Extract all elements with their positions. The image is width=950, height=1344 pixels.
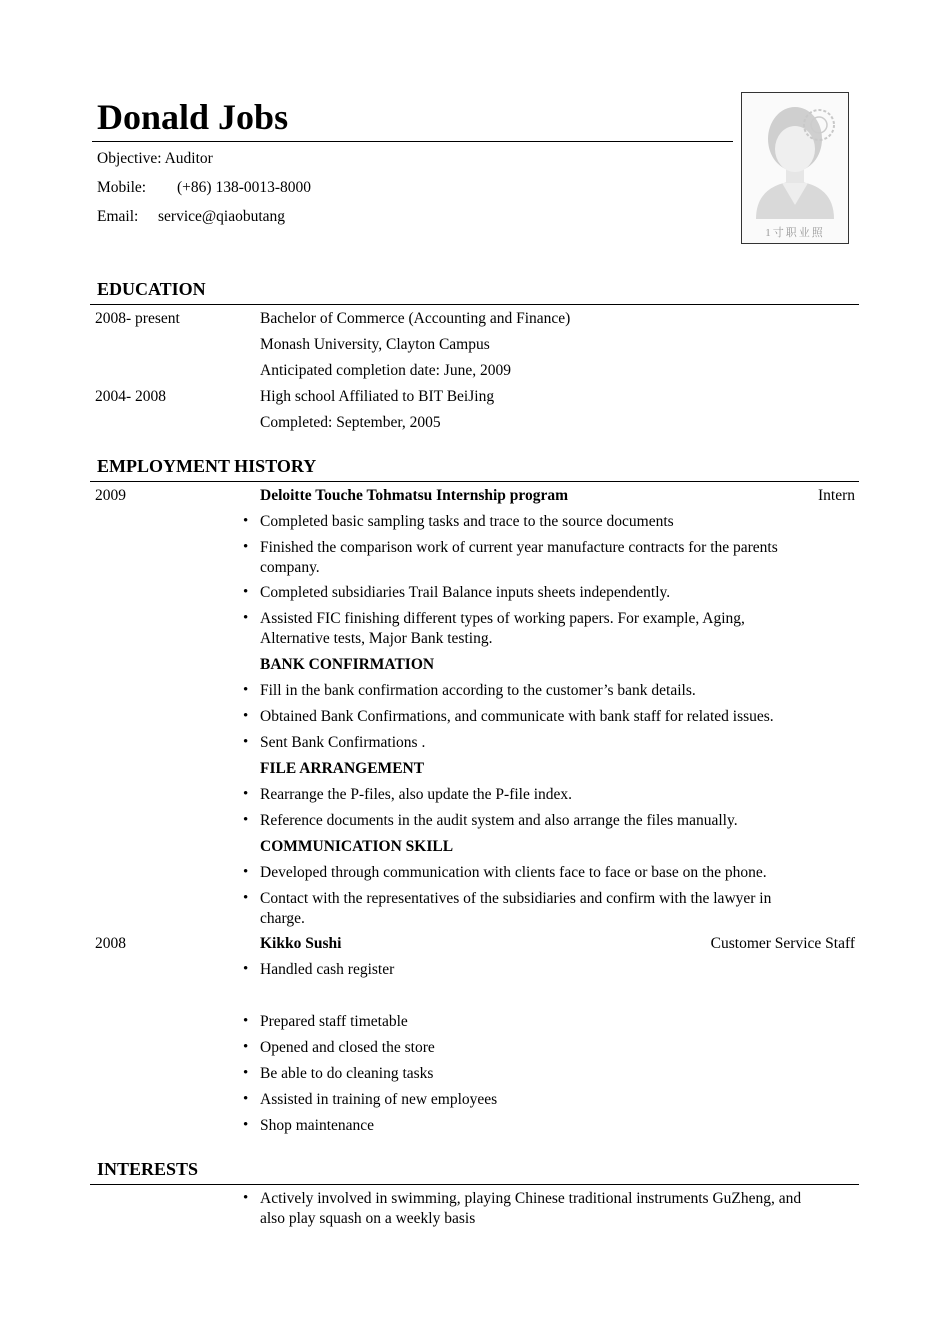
email-address: service@qiaobutang — [158, 208, 286, 225]
name-underline — [92, 141, 733, 142]
job-bullet: Be able to do cleaning tasks — [260, 1065, 434, 1082]
job-bullet: Assisted FIC finishing different types of working papers. For example, Aging, — [260, 610, 745, 627]
job-role: Intern — [817, 487, 855, 504]
bullet-icon: • — [243, 708, 249, 724]
education-rule — [90, 304, 859, 305]
bullet-icon: • — [243, 513, 249, 529]
bullet-icon: • — [243, 1190, 249, 1206]
subheading-communication: COMMUNICATION SKILL — [260, 838, 454, 855]
education-heading: EDUCATION — [97, 279, 206, 299]
subheading-bank: BANK CONFIRMATION — [260, 656, 435, 673]
job-bullet: Handled cash register — [260, 961, 395, 978]
job-bullet: Prepared staff timetable — [260, 1013, 408, 1030]
bullet-icon: • — [243, 864, 249, 880]
job-bullet: Shop maintenance — [260, 1117, 375, 1134]
education-date: 2008- present — [95, 310, 180, 327]
bullet-icon: • — [243, 734, 249, 750]
job-bullet: Completed basic sampling tasks and trace to the source documents — [260, 513, 674, 530]
job-bullet: Reference documents in the audit system and also arrange the files manually. — [260, 812, 738, 829]
bullet-icon: • — [243, 1117, 249, 1133]
job-bullet-continued: company. — [260, 559, 320, 576]
job-year: 2009 — [95, 487, 126, 504]
education-line: High school Affiliated to BIT BeiJing — [260, 388, 495, 405]
bullet-icon: • — [243, 890, 249, 906]
avatar-placeholder-icon — [742, 93, 848, 243]
job-role: Customer Service Staff — [710, 935, 855, 952]
bullet-icon: • — [243, 610, 249, 626]
education-line: Anticipated completion date: June, 2009 — [260, 362, 511, 379]
photo-caption: 1寸职业照 — [765, 227, 825, 239]
education-line: Bachelor of Commerce (Accounting and Finance) — [260, 310, 571, 327]
job-bullet: Opened and closed the store — [260, 1039, 435, 1056]
job-bullet: Finished the comparison work of current year manufacture contracts for the parents — [260, 539, 778, 556]
job-bullet: Sent Bank Confirmations . — [260, 734, 426, 751]
job-bullet: Completed subsidiaries Trail Balance inputs sheets independently. — [260, 584, 671, 601]
bullet-icon: • — [243, 1091, 249, 1107]
job-bullet: Developed through communication with clients face to face or base on the phone. — [260, 864, 767, 881]
bullet-icon: • — [243, 1065, 249, 1081]
job-bullet: Fill in the bank confirmation according to the customer’s bank details. — [260, 682, 696, 699]
education-line: Monash University, Clayton Campus — [260, 336, 490, 353]
employment-rule — [90, 481, 859, 482]
objective: Objective: Auditor — [97, 150, 213, 167]
education-line: Completed: September, 2005 — [260, 414, 441, 431]
bullet-icon: • — [243, 1013, 249, 1029]
email-label: Email: — [97, 208, 139, 225]
job-bullet: Contact with the representatives of the subsidiaries and confirm with the lawyer in — [260, 890, 772, 907]
job-company: Deloitte Touche Tohmatsu Internship program — [260, 487, 569, 504]
bullet-icon: • — [243, 812, 249, 828]
job-bullet: Assisted in training of new employees — [260, 1091, 498, 1108]
bullet-icon: • — [243, 786, 249, 802]
job-bullet-continued: Alternative tests, Major Bank testing. — [260, 630, 493, 647]
education-date: 2004- 2008 — [95, 388, 167, 405]
job-year: 2008 — [95, 935, 126, 952]
bullet-icon: • — [243, 539, 249, 555]
mobile-number: (+86) 138-0013-8000 — [177, 179, 312, 196]
bullet-icon: • — [243, 961, 249, 977]
employment-heading: EMPLOYMENT HISTORY — [97, 456, 317, 476]
bullet-icon: • — [243, 584, 249, 600]
profile-photo — [741, 92, 849, 244]
job-bullet: Rearrange the P-files, also update the P-file index. — [260, 786, 573, 803]
interests-rule — [90, 1184, 859, 1185]
subheading-file: FILE ARRANGEMENT — [260, 760, 425, 777]
job-bullet: Obtained Bank Confirmations, and communicate with bank staff for related issues. — [260, 708, 774, 725]
interest-line: Actively involved in swimming, playing Chinese traditional instruments GuZheng, and — [260, 1190, 802, 1207]
candidate-name: Donald Jobs — [97, 97, 289, 137]
interest-line-continued: also play squash on a weekly basis — [260, 1210, 476, 1227]
bullet-icon: • — [243, 1039, 249, 1055]
job-company: Kikko Sushi — [260, 935, 342, 952]
interests-heading: INTERESTS — [97, 1159, 199, 1179]
bullet-icon: • — [243, 682, 249, 698]
mobile-label: Mobile: — [97, 179, 147, 196]
job-bullet-continued: charge. — [260, 910, 305, 927]
